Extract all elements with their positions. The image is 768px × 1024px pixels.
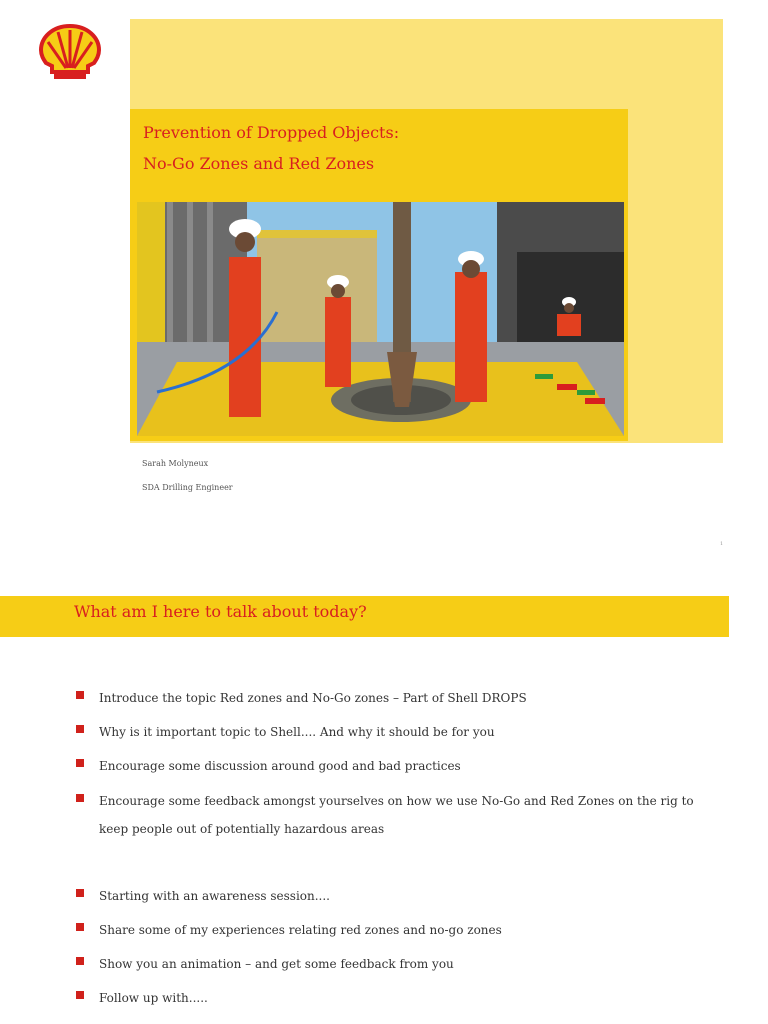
shell-logo	[38, 22, 102, 82]
author-role: SDA Drilling Engineer	[142, 483, 233, 492]
list-item-text: Introduce the topic Red zones and No-Go zones – Part of Shell DROPS	[99, 691, 527, 705]
bullet-square-icon	[76, 991, 84, 999]
author-block	[142, 452, 233, 500]
slide-title-line-2: No-Go Zones and Red Zones	[143, 154, 375, 173]
list-item-text: Starting with an awareness session....	[99, 889, 330, 903]
list-item-text: Follow up with.....	[99, 991, 208, 1005]
bullet-square-icon	[76, 957, 84, 965]
list-item-text: Encourage some feedback amongst yourselves on how we use No-Go and Red Zones on the rig to keep people out of potentially hazardous areas	[99, 794, 694, 836]
bullet-square-icon	[76, 691, 84, 699]
list-item-text: Encourage some discussion around good and bad practices	[99, 759, 461, 773]
bullet-square-icon	[76, 923, 84, 931]
bullet-square-icon	[76, 889, 84, 897]
section-title: What am I here to talk about today?	[74, 602, 367, 621]
author-name: Sarah Molyneux	[142, 459, 209, 468]
list-item-text: Why is it important topic to Shell.... And why it should be for you	[99, 725, 495, 739]
bullet-square-icon	[76, 794, 84, 802]
page-number: 1	[720, 541, 724, 547]
slide-title-line-1: Prevention of Dropped Objects:	[143, 123, 400, 142]
bullet-square-icon	[76, 725, 84, 733]
bullet-square-icon	[76, 759, 84, 767]
list-item-text: Share some of my experiences relating red zones and no-go zones	[99, 923, 502, 937]
slide-title	[143, 117, 399, 179]
rig-floor-illustration	[137, 202, 624, 436]
list-item-text: Show you an animation – and get some feedback from you	[99, 957, 454, 971]
